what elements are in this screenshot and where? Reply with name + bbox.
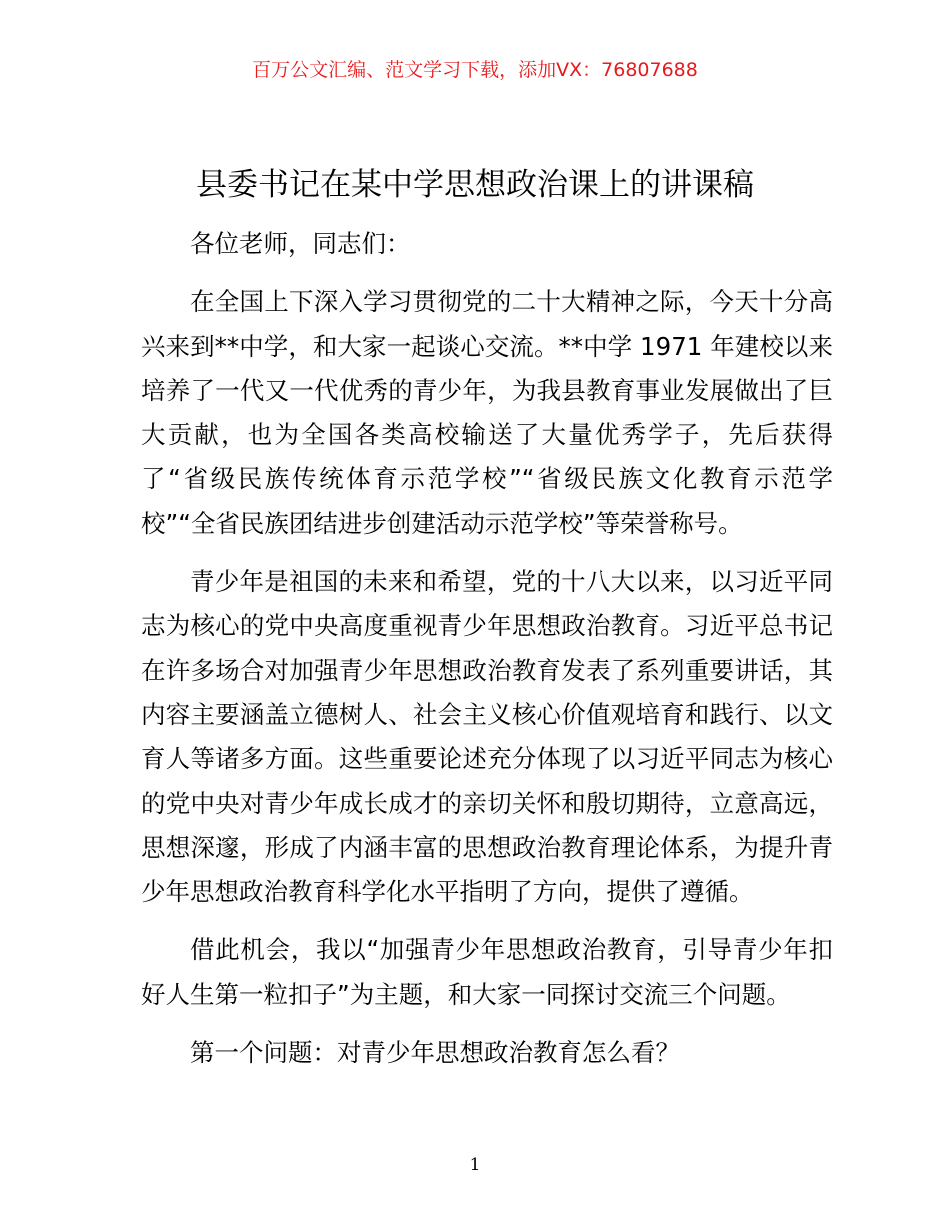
document-title: 县委书记在某中学思想政治课上的讲课稿 [196, 167, 754, 203]
salutation-paragraph: 各位老师，同志们： [190, 229, 411, 258]
body-paragraph: 青少年是祖国的未来和希望，党的十八大以来，以习近平同志为核心的党中央高度重视青少年思想政治教育。习近平总书记在许多场合对加强青少年思想政治教育发表了系列重要讲话，其内容主要涵盖立德树人、社会主义核心价值观培育和践行、以文育人等诸多方面。这些重要论述充分体现了以习近平同志为核心的党中央对青少年成长成才的亲切关怀和殷切期待，立意高远，思想深邃，形成了内涵丰富的思想政治教育理论体系，为提升青少年思想政治教育科学化水平指明了方向，提供了遵循。 [141, 567, 833, 907]
section-heading-paragraph: 第一个问题：对青少年思想政治教育怎么看？ [190, 1038, 680, 1068]
body-paragraph: 在全国上下深入学习贯彻党的二十大精神之际，今天十分高兴来到**中学，和大家一起谈心交流。**中学 1971 年建校以来培养了一代又一代优秀的青少年，为我县教育事业发展做出了巨大贡献，也为全国各类高校输送了大量优秀学子，先后获得了“省级民族传统体育示范学校”“省级民族文化教育示范学校”“全省民族团结进步创建活动示范学校”等荣誉称号。 [141, 287, 833, 538]
page-number: 1 [469, 1155, 481, 1175]
document-body [141, 222, 833, 1089]
watermark-banner: 百万公文汇编、范文学习下载，添加VX：76807688 [252, 59, 698, 81]
body-paragraph: 借此机会，我以“加强青少年思想政治教育，引导青少年扣好人生第一粒扣子”为主题，和大家一同探讨交流三个问题。 [141, 935, 833, 1009]
